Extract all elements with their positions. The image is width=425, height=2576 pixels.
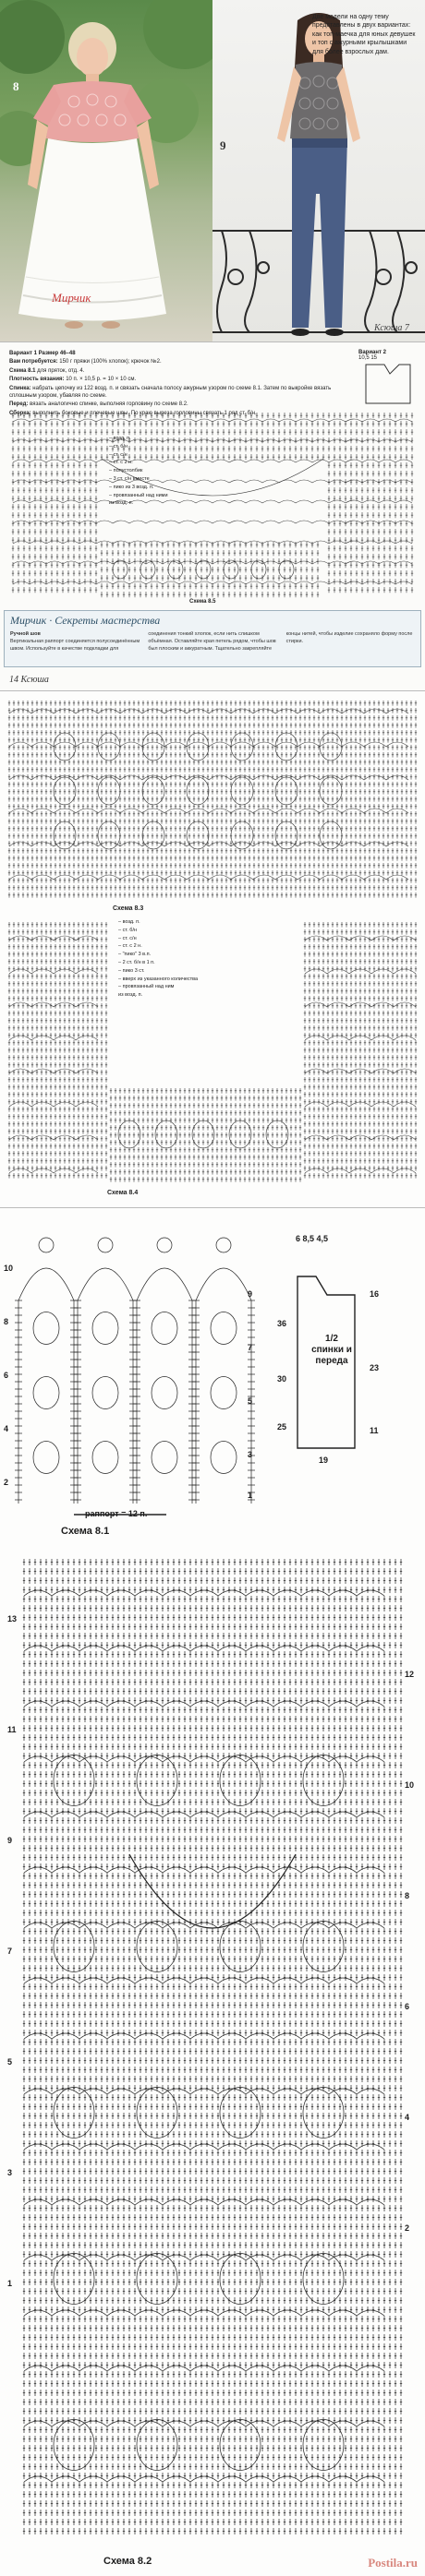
photo-section xyxy=(0,0,425,341)
chain-arch xyxy=(79,439,96,442)
chain-arch xyxy=(395,500,412,503)
chain-arch xyxy=(46,581,63,584)
chain-arch xyxy=(346,581,362,584)
chain-arch xyxy=(79,460,96,462)
chain-arch xyxy=(30,460,46,462)
chain-arch xyxy=(329,541,346,544)
chain-arch xyxy=(346,541,362,544)
chain-arch xyxy=(196,419,212,422)
chain-arch xyxy=(30,521,46,523)
chain-arch xyxy=(13,561,30,564)
chain-arch xyxy=(329,521,346,523)
chain-arch xyxy=(395,541,412,544)
chain-arch xyxy=(362,419,379,422)
legend-item: – пико из 3 возд. п. xyxy=(109,484,168,492)
chain-arch xyxy=(362,439,379,442)
size-label: Размер 46–48 xyxy=(39,351,76,356)
chain-arch xyxy=(13,541,30,544)
chain-arch xyxy=(79,480,96,483)
assembly-text: выполнить боковые и плечевые швы. По краю выреза горловины связать 1 ряд ст. б/н. xyxy=(32,411,256,416)
chain-arch xyxy=(379,541,395,544)
chain-arch xyxy=(379,581,395,584)
chain-arch xyxy=(262,561,279,564)
chain-arch xyxy=(362,581,379,584)
chain-arch xyxy=(212,500,229,503)
chain-arch xyxy=(279,460,296,462)
chain-arch xyxy=(30,500,46,503)
motif-ring xyxy=(113,560,128,579)
chain-arch xyxy=(96,521,113,523)
chain-arch xyxy=(163,541,179,544)
pattern-text: для пряток, отд. 4. xyxy=(37,368,84,374)
chain-arch xyxy=(379,419,395,422)
chain-arch xyxy=(30,480,46,483)
chain-arch xyxy=(129,419,146,422)
density-text: 10 п. × 10,5 р. = 10 × 10 см. xyxy=(66,377,136,382)
chain-arch xyxy=(46,439,63,442)
chain-arch xyxy=(79,561,96,564)
chain-arch xyxy=(113,541,129,544)
page-brand: Ксюша xyxy=(21,675,49,685)
legend-item: – провязанный над ними xyxy=(109,492,168,500)
chain-arch xyxy=(113,419,129,422)
chain-arch xyxy=(46,480,63,483)
motif-ring xyxy=(251,560,266,579)
tips-text xyxy=(10,631,417,653)
chain-arch xyxy=(312,541,329,544)
pattern-title: Схема 8.1 xyxy=(9,368,35,374)
chain-arch xyxy=(63,419,79,422)
chain-arch xyxy=(212,460,229,462)
chain-arch xyxy=(379,500,395,503)
chain-arch xyxy=(179,581,196,584)
chain-arch xyxy=(30,561,46,564)
chain-arch xyxy=(146,561,163,564)
chain-arch xyxy=(379,521,395,523)
chain-arch xyxy=(46,541,63,544)
chain-arch xyxy=(179,480,196,483)
chain-arch xyxy=(179,561,196,564)
photo-left-illustration xyxy=(0,0,212,341)
chain-arch xyxy=(279,439,296,442)
chain-arch xyxy=(196,439,212,442)
tips-brand: Мирчик · Секреты мастерства xyxy=(10,614,160,628)
chain-arch xyxy=(179,419,196,422)
page-footer xyxy=(9,675,49,685)
chain-arch xyxy=(329,561,346,564)
chain-arch xyxy=(212,561,229,564)
chain-arch xyxy=(179,541,196,544)
chain-arch xyxy=(146,419,163,422)
chain-arch xyxy=(113,521,129,523)
chain-arch xyxy=(196,521,212,523)
chain-arch xyxy=(346,521,362,523)
legend-item: – ст. б/н xyxy=(109,443,168,451)
chain-arch xyxy=(246,480,262,483)
motif-ring xyxy=(196,560,211,579)
chain-arch xyxy=(179,460,196,462)
chain-arch xyxy=(262,521,279,523)
schemas-8-3-8-4-page xyxy=(0,690,425,1207)
chain-arch xyxy=(163,521,179,523)
chain-arch xyxy=(13,439,30,442)
chain-arch xyxy=(229,541,246,544)
chain-arch xyxy=(30,439,46,442)
chain-arch xyxy=(296,419,312,422)
chain-arch xyxy=(179,521,196,523)
chain-arch xyxy=(329,480,346,483)
chain-arch xyxy=(212,419,229,422)
chain-arch xyxy=(229,521,246,523)
chain-arch xyxy=(79,581,96,584)
chain-arch xyxy=(346,460,362,462)
chain-arch xyxy=(312,419,329,422)
chain-arch xyxy=(362,521,379,523)
instructions-page xyxy=(0,341,425,690)
chain-arch xyxy=(196,500,212,503)
chain-arch xyxy=(246,460,262,462)
chain-arch xyxy=(163,581,179,584)
chain-arch xyxy=(346,500,362,503)
motif-ring xyxy=(279,560,294,579)
legend-item: – 3 ст. с/н вместе xyxy=(109,475,168,484)
chain-arch xyxy=(262,500,279,503)
chain-arch xyxy=(346,561,362,564)
chain-arch xyxy=(146,541,163,544)
chain-arch xyxy=(296,521,312,523)
schema-8-5-title: Схема 8.5 xyxy=(189,599,215,605)
schema-8-5-legend xyxy=(109,435,168,508)
chain-arch xyxy=(212,581,229,584)
chain-arch xyxy=(246,439,262,442)
chain-arch xyxy=(229,561,246,564)
assembly-title: Сборка: xyxy=(9,411,31,416)
chain-arch xyxy=(379,460,395,462)
photo-woman-in-white-skirt xyxy=(0,0,212,341)
chain-arch xyxy=(346,419,362,422)
chain-arch xyxy=(296,581,312,584)
legend-item: из возд. п. xyxy=(109,499,168,508)
chain-arch xyxy=(362,541,379,544)
chain-arch xyxy=(312,521,329,523)
chain-arch xyxy=(296,500,312,503)
chain-arch xyxy=(279,521,296,523)
chain-arch xyxy=(262,419,279,422)
chain-arch xyxy=(63,541,79,544)
chain-arch xyxy=(329,581,346,584)
chain-arch xyxy=(163,419,179,422)
chain-arch xyxy=(346,480,362,483)
chain-arch xyxy=(312,439,329,442)
chain-arch xyxy=(79,541,96,544)
chain-arch xyxy=(96,419,113,422)
tips-brand-text: Мирчик xyxy=(10,614,46,627)
chain-arch xyxy=(13,460,30,462)
chain-arch xyxy=(395,439,412,442)
chain-arch xyxy=(395,460,412,462)
back-text: набрать цепочку из 122 возд. п. и связать сначала полосу ажурным узором по схеме 8.1. Затем по выкройке вязать сплошным узором, убавляя по схеме. xyxy=(9,386,331,399)
chain-arch xyxy=(46,419,63,422)
legend-item: – ст. с/н xyxy=(109,451,168,460)
variant-2-label: Вариант 2 xyxy=(358,350,418,355)
chain-arch xyxy=(246,581,262,584)
photo-description: Две модели на одну тему представлены в двух вариантах: как топ-маечка для юных девушек и топ с ажурными крылышками для более взрослых дам. xyxy=(312,13,416,56)
tips-panel xyxy=(4,610,421,667)
chain-arch xyxy=(229,439,246,442)
chain-arch xyxy=(262,581,279,584)
chain-arch xyxy=(229,419,246,422)
chain-arch xyxy=(96,581,113,584)
chain-arch xyxy=(262,460,279,462)
chain-arch xyxy=(379,439,395,442)
chain-arch xyxy=(63,581,79,584)
page-number: 14 xyxy=(9,675,18,685)
photo-number-right: 9 xyxy=(220,138,226,153)
chain-arch xyxy=(362,480,379,483)
front-text: вязать аналогично спинке, выполняя горловину по схеме 8.2. xyxy=(30,401,188,407)
chain-arch xyxy=(246,541,262,544)
chain-arch xyxy=(79,521,96,523)
chain-arch xyxy=(13,581,30,584)
chain-arch xyxy=(246,419,262,422)
chain-arch xyxy=(196,480,212,483)
photo-number-left: 8 xyxy=(13,79,19,94)
chain-arch xyxy=(395,561,412,564)
chain-arch xyxy=(212,439,229,442)
chain-arch xyxy=(179,439,196,442)
chain-arch xyxy=(63,561,79,564)
chain-arch xyxy=(13,500,30,503)
chain-arch xyxy=(30,541,46,544)
chain-arch xyxy=(296,541,312,544)
chain-arch xyxy=(63,439,79,442)
chain-arch xyxy=(63,500,79,503)
chain-arch xyxy=(362,460,379,462)
chain-arch xyxy=(212,541,229,544)
chain-arch xyxy=(346,439,362,442)
chain-arch xyxy=(79,500,96,503)
chain-arch xyxy=(46,460,63,462)
chain-arch xyxy=(196,541,212,544)
chain-arch xyxy=(296,460,312,462)
chain-arch xyxy=(63,480,79,483)
chain-arch xyxy=(279,581,296,584)
chain-arch xyxy=(229,460,246,462)
chain-arch xyxy=(196,581,212,584)
materials-text: 150 г пряжи (100% хлопок); крючок №2. xyxy=(59,359,161,365)
chain-arch xyxy=(312,500,329,503)
chain-arch xyxy=(329,419,346,422)
chain-arch xyxy=(129,541,146,544)
chain-arch xyxy=(329,460,346,462)
legend-item: – ст. с 2 н. xyxy=(109,459,168,467)
chain-arch xyxy=(13,419,30,422)
chain-arch xyxy=(229,480,246,483)
chain-arch xyxy=(262,480,279,483)
back-title: Спинка: xyxy=(9,386,31,391)
chain-arch xyxy=(30,581,46,584)
chain-arch xyxy=(312,581,329,584)
chain-arch xyxy=(279,419,296,422)
chain-arch xyxy=(96,541,113,544)
chain-arch xyxy=(279,500,296,503)
chain-arch xyxy=(246,500,262,503)
chain-arch xyxy=(129,561,146,564)
chain-arch xyxy=(63,521,79,523)
chain-arch xyxy=(212,521,229,523)
chain-arch xyxy=(30,419,46,422)
chain-arch xyxy=(46,561,63,564)
density-title: Плотность вязания: xyxy=(9,377,65,382)
chain-arch xyxy=(379,561,395,564)
chain-arch xyxy=(212,480,229,483)
chain-arch xyxy=(129,581,146,584)
chain-arch xyxy=(129,521,146,523)
chain-arch xyxy=(296,439,312,442)
chain-arch xyxy=(113,581,129,584)
chain-arch xyxy=(312,561,329,564)
chain-arch xyxy=(13,480,30,483)
chain-arch xyxy=(395,419,412,422)
chain-arch xyxy=(262,541,279,544)
chain-arch xyxy=(296,480,312,483)
chain-arch xyxy=(395,521,412,523)
chain-arch xyxy=(246,521,262,523)
variant-2-sizes: 10,5 15 xyxy=(358,355,418,361)
chain-arch xyxy=(196,460,212,462)
chain-arch xyxy=(395,581,412,584)
chain-arch xyxy=(229,581,246,584)
front-title: Перед: xyxy=(9,401,28,407)
tips-body: Вертикальная раппорт соединяется полусоединённым швом. Используйте в качестве подкладки для соединения тонкий хлопок, если нить слишком объёмная. Оставляйте края петель рядом, чтобы шов был плоским и аккуратным. Тщательно закрепляйте концы нитей, чтобы изделие сохраняло форму после стирки. xyxy=(10,631,412,652)
chain-arch xyxy=(296,561,312,564)
chain-arch xyxy=(13,521,30,523)
chain-arch xyxy=(46,500,63,503)
tips-subheading: Ручной шов xyxy=(10,631,41,637)
variant-label: Вариант 1 xyxy=(9,351,37,356)
chain-arch xyxy=(395,480,412,483)
chain-arch xyxy=(79,419,96,422)
legend-item: – возд. п. xyxy=(109,435,168,443)
chain-arch xyxy=(46,521,63,523)
chain-arch xyxy=(329,500,346,503)
chain-arch xyxy=(329,439,346,442)
chain-arch xyxy=(362,500,379,503)
chain-arch xyxy=(279,541,296,544)
page-caption-right: Ксюша 7 xyxy=(374,323,409,333)
chain-arch xyxy=(146,521,163,523)
chain-arch xyxy=(179,500,196,503)
chain-arch xyxy=(312,480,329,483)
chain-arch xyxy=(262,439,279,442)
chain-arch xyxy=(229,500,246,503)
chain-arch xyxy=(146,581,163,584)
chain-arch xyxy=(362,561,379,564)
tips-heading: Секреты мастерства xyxy=(55,614,160,627)
materials-title: Вам потребуется: xyxy=(9,359,58,365)
motif-ring xyxy=(168,560,183,579)
legend-item: – полустолбик xyxy=(109,467,168,475)
schemas-8-3-8-4-diagram xyxy=(0,691,425,1208)
brand-signature: Мирчик xyxy=(52,291,91,306)
chain-arch xyxy=(379,480,395,483)
chain-arch xyxy=(312,460,329,462)
chain-arch xyxy=(96,561,113,564)
chain-arch xyxy=(63,460,79,462)
